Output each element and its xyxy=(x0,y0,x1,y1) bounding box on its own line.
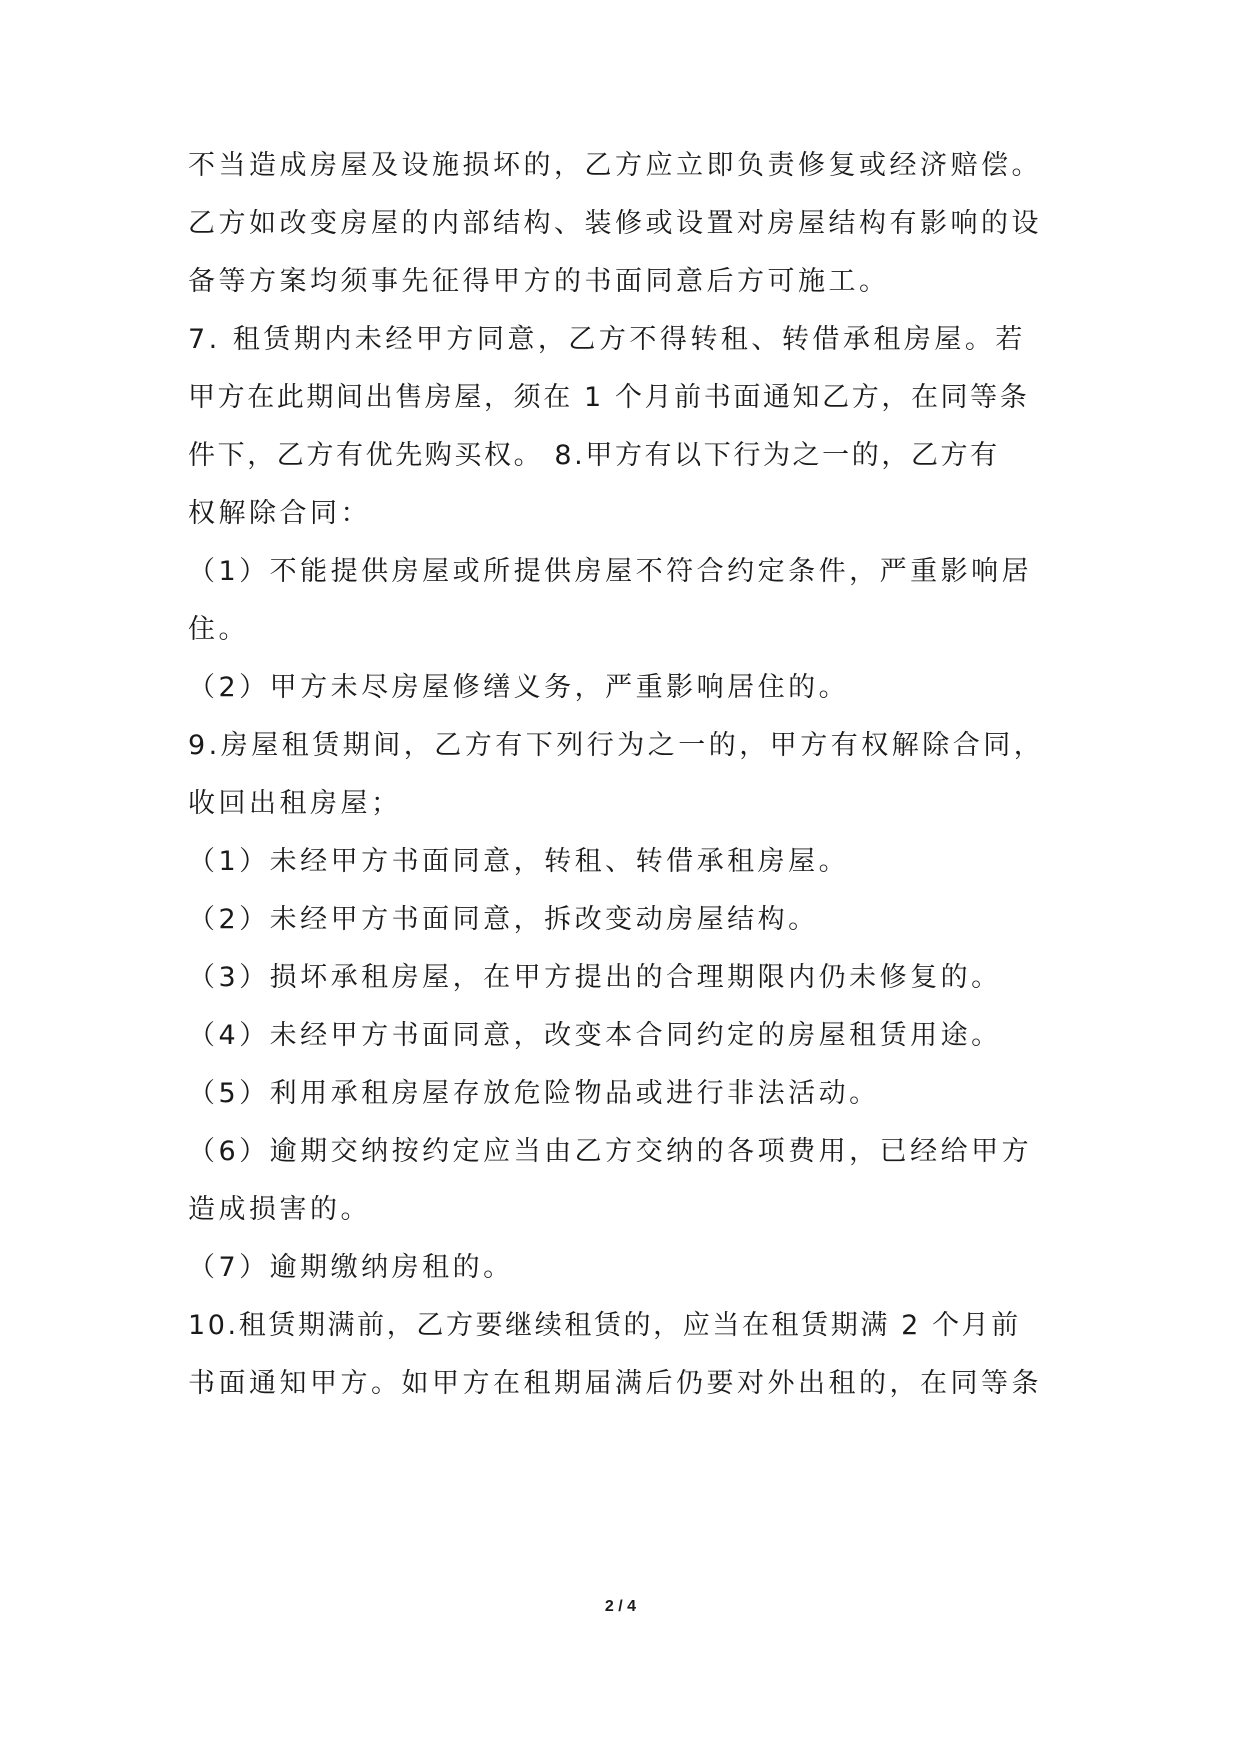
text-line: （4）未经甲方书面同意，改变本合同约定的房屋租赁用途。 xyxy=(188,1020,1002,1051)
text-line: 书面通知甲方。如甲方在租期届满后仍要对外出租的，在同等条 xyxy=(188,1368,1042,1399)
text-line: 10.租赁期满前，乙方要继续租赁的，应当在租赁期满 2 个月前 xyxy=(188,1310,1021,1341)
text-line: 住。 xyxy=(188,614,249,645)
text-line: （2）未经甲方书面同意，拆改变动房屋结构。 xyxy=(188,904,819,935)
text-line: （3）损坏承租房屋，在甲方提出的合理期限内仍未修复的。 xyxy=(188,962,1002,993)
text-line: （5）利用承租房屋存放危险物品或进行非法活动。 xyxy=(188,1078,880,1109)
text-line: 9.房屋租赁期间，乙方有下列行为之一的，甲方有权解除合同， xyxy=(188,730,1045,761)
text-line: 乙方如改变房屋的内部结构、装修或设置对房屋结构有影响的设 xyxy=(188,208,1042,239)
text-line: 备等方案均须事先征得甲方的书面同意后方可施工。 xyxy=(188,266,890,297)
text-line: （1）不能提供房屋或所提供房屋不符合约定条件，严重影响居 xyxy=(188,556,1033,587)
text-line: 收回出租房屋； xyxy=(188,788,402,819)
text-line: 造成损害的。 xyxy=(188,1194,371,1225)
text-line: （2）甲方未尽房屋修缮义务，严重影响居住的。 xyxy=(188,672,850,703)
text-line: （6）逾期交纳按约定应当由乙方交纳的各项费用，已经给甲方 xyxy=(188,1136,1033,1167)
text-line: 不当造成房屋及设施损坏的，乙方应立即负责修复或经济赔偿。 xyxy=(188,150,1042,181)
text-line: （7）逾期缴纳房租的。 xyxy=(188,1252,514,1283)
text-line: 件下，乙方有优先购买权。 8.甲方有以下行为之一的，乙方有 xyxy=(188,440,1000,471)
text-line: 7. 租赁期内未经甲方同意，乙方不得转租、转借承租房屋。若 xyxy=(188,324,1026,355)
text-line: （1）未经甲方书面同意，转租、转借承租房屋。 xyxy=(188,846,850,877)
text-line: 权解除合同： xyxy=(188,498,371,529)
text-line: 甲方在此期间出售房屋，须在 1 个月前书面通知乙方，在同等条 xyxy=(188,382,1030,413)
page-number: 2 / 4 xyxy=(604,1598,637,1615)
